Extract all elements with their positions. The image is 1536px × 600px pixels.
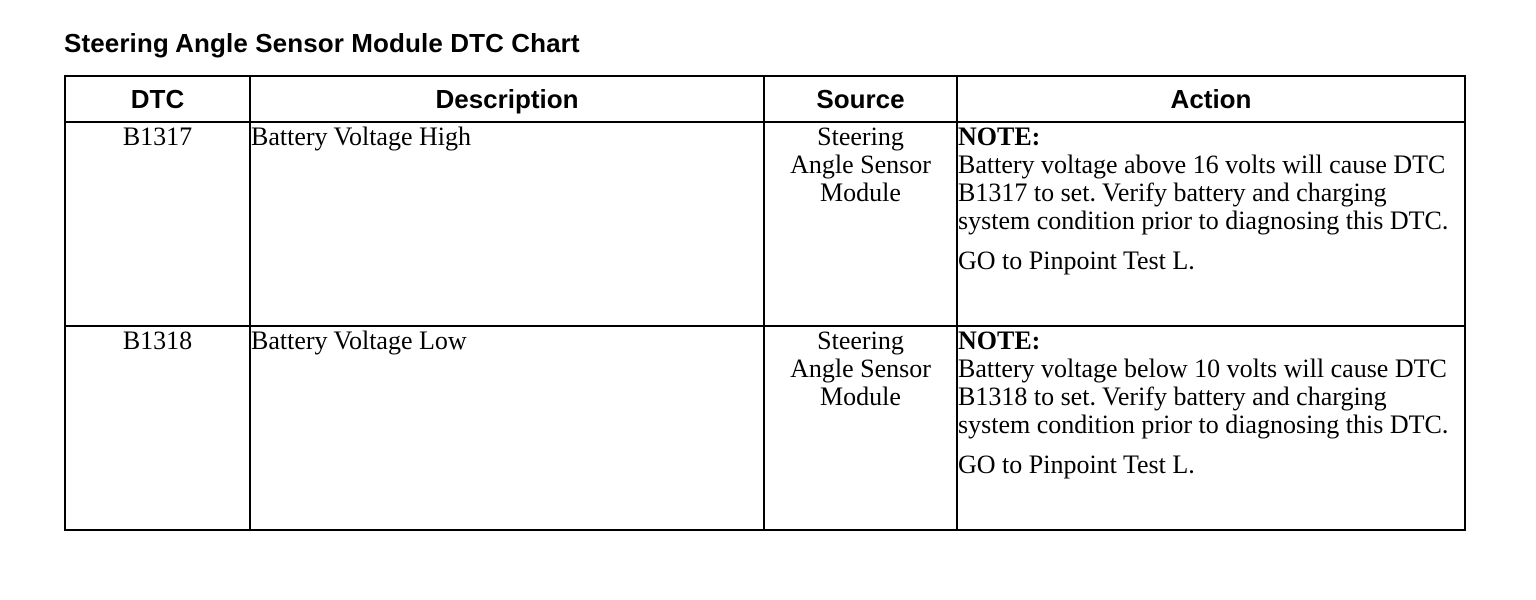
pinpoint-test-instruction: GO to Pinpoint Test L. [958,450,1195,479]
dtc-action [957,326,1465,530]
source-line: Steering [817,122,904,151]
header-action: Action [957,76,1465,122]
table-header-row [65,76,1465,122]
dtc-code: B1317 [65,122,250,326]
source-line: Angle Sensor [790,150,931,179]
source-line: Angle Sensor [790,354,931,383]
note-text: Battery voltage below 10 volts will cause DTC B1318 to set. Verify battery and charging system condition prior to diagnosing this DTC. [958,354,1449,439]
dtc-description: Battery Voltage Low [250,326,764,530]
header-description: Description [250,76,764,122]
pinpoint-test-instruction: GO to Pinpoint Test L. [958,246,1195,275]
dtc-code: B1318 [65,326,250,530]
header-dtc: DTC [65,76,250,122]
dtc-action [957,122,1465,326]
dtc-description: Battery Voltage High [250,122,764,326]
dtc-chart-table [64,75,1466,531]
table-row [65,326,1465,530]
note-text: Battery voltage above 16 volts will cause DTC B1317 to set. Verify battery and charging system condition prior to diagnosing this DTC. [958,150,1449,235]
source-line: Module [820,178,901,207]
note-label: NOTE: [958,122,1041,151]
source-line: Steering [817,326,904,355]
dtc-source [764,122,957,326]
header-source: Source [764,76,957,122]
dtc-source [764,326,957,530]
page-title: Steering Angle Sensor Module DTC Chart [64,28,580,58]
note-label: NOTE: [958,326,1041,355]
table-row [65,122,1465,326]
source-line: Module [820,382,901,411]
